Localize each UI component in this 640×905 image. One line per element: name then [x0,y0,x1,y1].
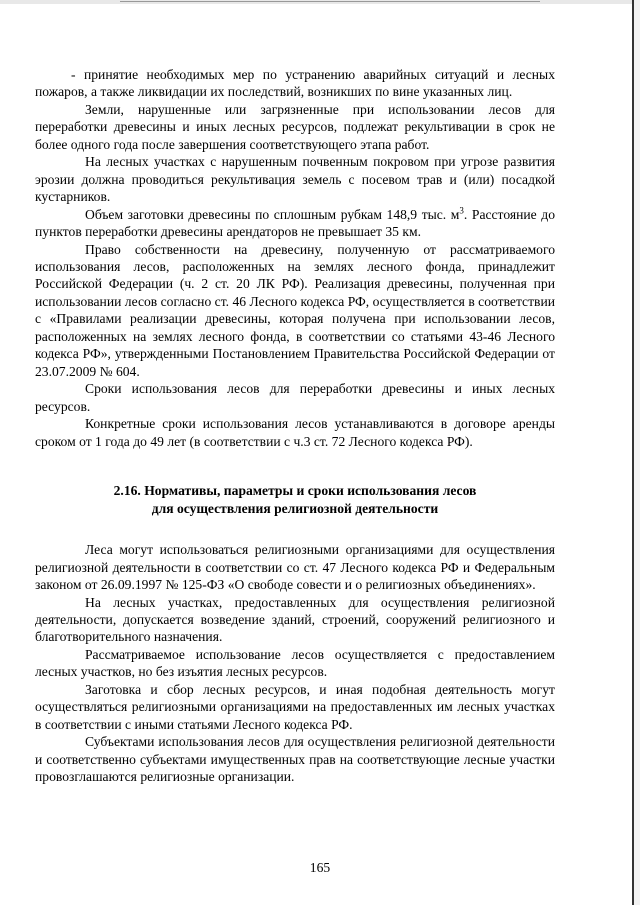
section-heading-line-2: для осуществления религиозной деятельности [151,500,439,516]
scan-edge-right [632,0,634,905]
paragraph-religious-buildings: На лесных участках, предоставленных для осуществления религиозной деятельности, допускается возведение зданий, строений, сооружений религиозного и благотворительного назначения. [35,594,555,645]
scan-edge-top [0,0,640,4]
paragraph-timber-volume [35,206,555,241]
paragraph-no-resource-withdrawal: Рассматриваемое использование лесов осуществляется с предоставлением лесных участков, но без изъятия лесных ресурсов. [35,646,555,680]
scan-margin-right [634,0,640,905]
document-body [35,66,555,786]
paragraph-ownership: Право собственности на древесину, полученную от рассматриваемого использования лесов, расположенных на землях лесного фонда, принадлежит Российской Федерации (ч. 2 ст. 20 ЛК РФ). Реализация древесины, полученная при использовании лесов согласно ст. 46 Лесного кодекса РФ, осуществляется в соответствии с «Правилами реализации древесины, которая получена при использовании лесов, расположенных на землях лесного фонда, в соответствии со статьями 43-46 Лесного кодекса РФ», утвержденными Постановлением Правительства Российской Федерации от 23.07.2009 № 604. [35,241,555,379]
paragraph-subjects: Субъектами использования лесов для осуществления религиозной деятельности и соответственно субъектами имущественных прав на соответствующие лесные участки провозглашаются религиозные организации. [35,734,555,785]
timber-distance-text: . Расстояние до пунктов переработки древесины арендаторов не превышает 35 км. [35,206,555,240]
paragraph-resource-harvesting: Заготовка и сбор лесных ресурсов, и иная подобная деятельность могут осуществляться религиозными организациями на предоставленных им лесных участках в соответствии с иными статьями Лесного кодекса РФ. [35,681,555,732]
timber-volume-text: Объем заготовки древесины по сплошным рубкам 148,9 тыс. м [85,206,460,222]
cubic-superscript: 3 [459,205,464,216]
paragraph-lease-terms: Конкретные сроки использования лесов устанавливаются в договоре аренды сроком от 1 года до 49 лет (в соответствии с ч.3 ст. 72 Лесного кодекса РФ). [35,416,555,449]
paragraph-usage-terms: Сроки использования лесов для переработки древесины и иных лесных ресурсов. [35,381,555,414]
section-heading [35,482,555,517]
paragraph-accident-measures: - принятие необходимых мер по устранению аварийных ситуаций и лесных пожаров, а также ликвидации их последствий, возникших по вине указанных лиц. [35,67,555,100]
page-number: 165 [309,860,331,875]
section-heading-line-1: 2.16. Нормативы, параметры и сроки использования лесов [113,482,477,498]
paragraph-erosion: На лесных участках с нарушенным почвенным покровом при угрозе развития эрозии должна проводиться рекультивация земель с посевом трав и (или) посадкой кустарников. [35,154,555,205]
paragraph-religious-use: Леса могут использоваться религиозными организациями для осуществления религиозной деятельности в соответствии со ст. 47 Лесного кодекса РФ и Федеральным законом от 26.09.1997 № 125-ФЗ «О свободе совести и о религиозных объединениях». [35,542,555,593]
paragraph-land-recultivation: Земли, нарушенные или загрязненные при использовании лесов для переработки древесины и иных лесных ресурсов, подлежат рекультивации в срок не более одного года после завершения соответствующего этапа работ. [35,101,555,152]
